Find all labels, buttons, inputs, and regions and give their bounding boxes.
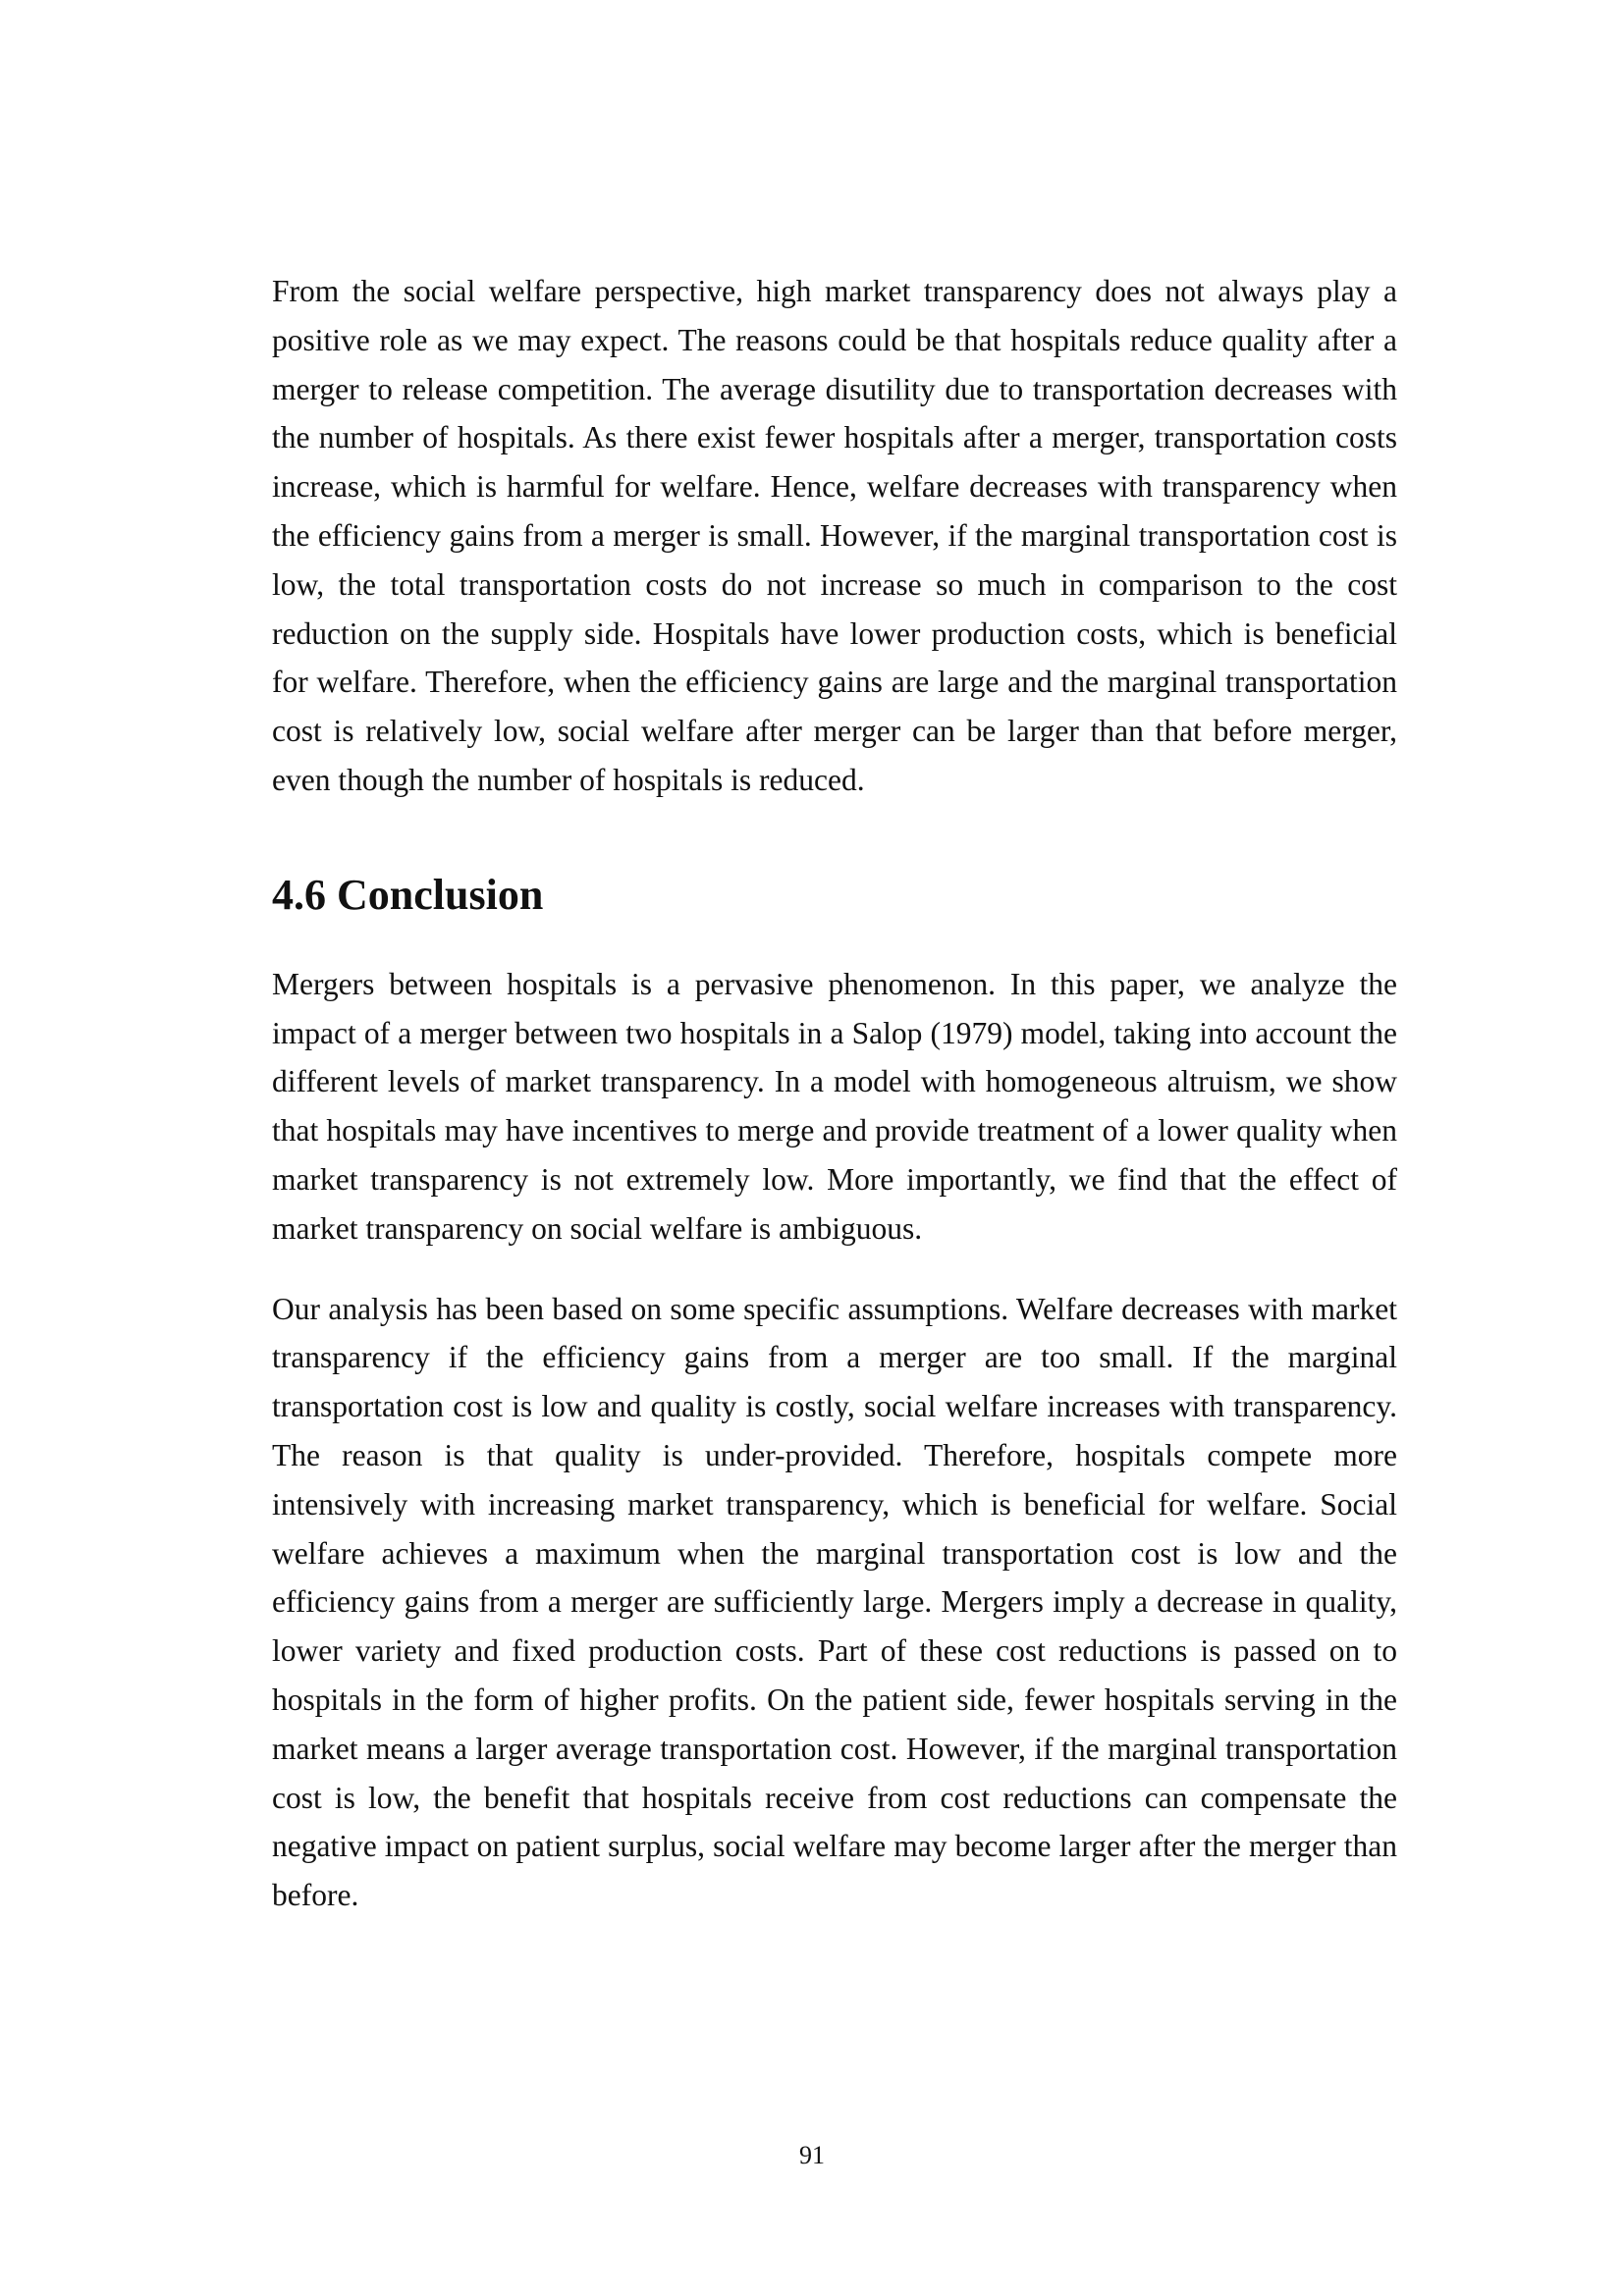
page-body [272,267,1397,1920]
paragraph-conclusion-analysis: Our analysis has been based on some specific assumptions. Welfare decreases with market transparency if the efficiency gains from a merger are too small. If the marginal transportation cost is low and quality is costly, social welfare increases with transparency. The reason is that quality is under-provided. Therefore, hospitals compete more intensively with increasing market transparency, which is beneficial for welfare. Social welfare achieves a maximum when the marginal transportation cost is low and the efficiency gains from a merger are sufficiently large. Mergers imply a decrease in quality, lower variety and fixed production costs. Part of these cost reductions is passed on to hospitals in the form of higher profits. On the patient side, fewer hospitals serving in the market means a larger average transportation cost. However, if the marginal transportation cost is low, the benefit that hospitals receive from cost reductions can compensate the negative impact on patient surplus, social welfare may become larger after the merger than before. [272,1291,1397,1913]
section-heading-conclusion: 4.6 Conclusion [272,870,544,919]
paragraph-conclusion-intro: Mergers between hospitals is a pervasive phenomenon. In this paper, we analyze the impact of a merger between two hospitals in a Salop (1979) model, taking into account the different levels of market transparency. In a model with homogeneous altruism, we show that hospitals may have incentives to merge and provide treatment of a lower quality when market transparency is not extremely low. More importantly, we find that the effect of market transparency on social welfare is ambiguous. [272,966,1397,1246]
page-number: 91 [799,2141,825,2169]
paragraph-welfare-perspective: From the social welfare perspective, high market transparency does not always play a positive role as we may expect. The reasons could be that hospitals reduce quality after a merger to release competition. The average disutility due to transportation decreases with the number of hospitals. As there exist fewer hospitals after a merger, transportation costs increase, which is harmful for welfare. Hence, welfare decreases with transparency when the efficiency gains from a merger is small. However, if the marginal transportation cost is low, the total transportation costs do not increase so much in comparison to the cost reduction on the supply side. Hospitals have lower production costs, which is beneficial for welfare. Therefore, when the efficiency gains are large and the marginal transportation cost is relatively low, social welfare after merger can be larger than that before merger, even though the number of hospitals is reduced. [272,274,1397,797]
